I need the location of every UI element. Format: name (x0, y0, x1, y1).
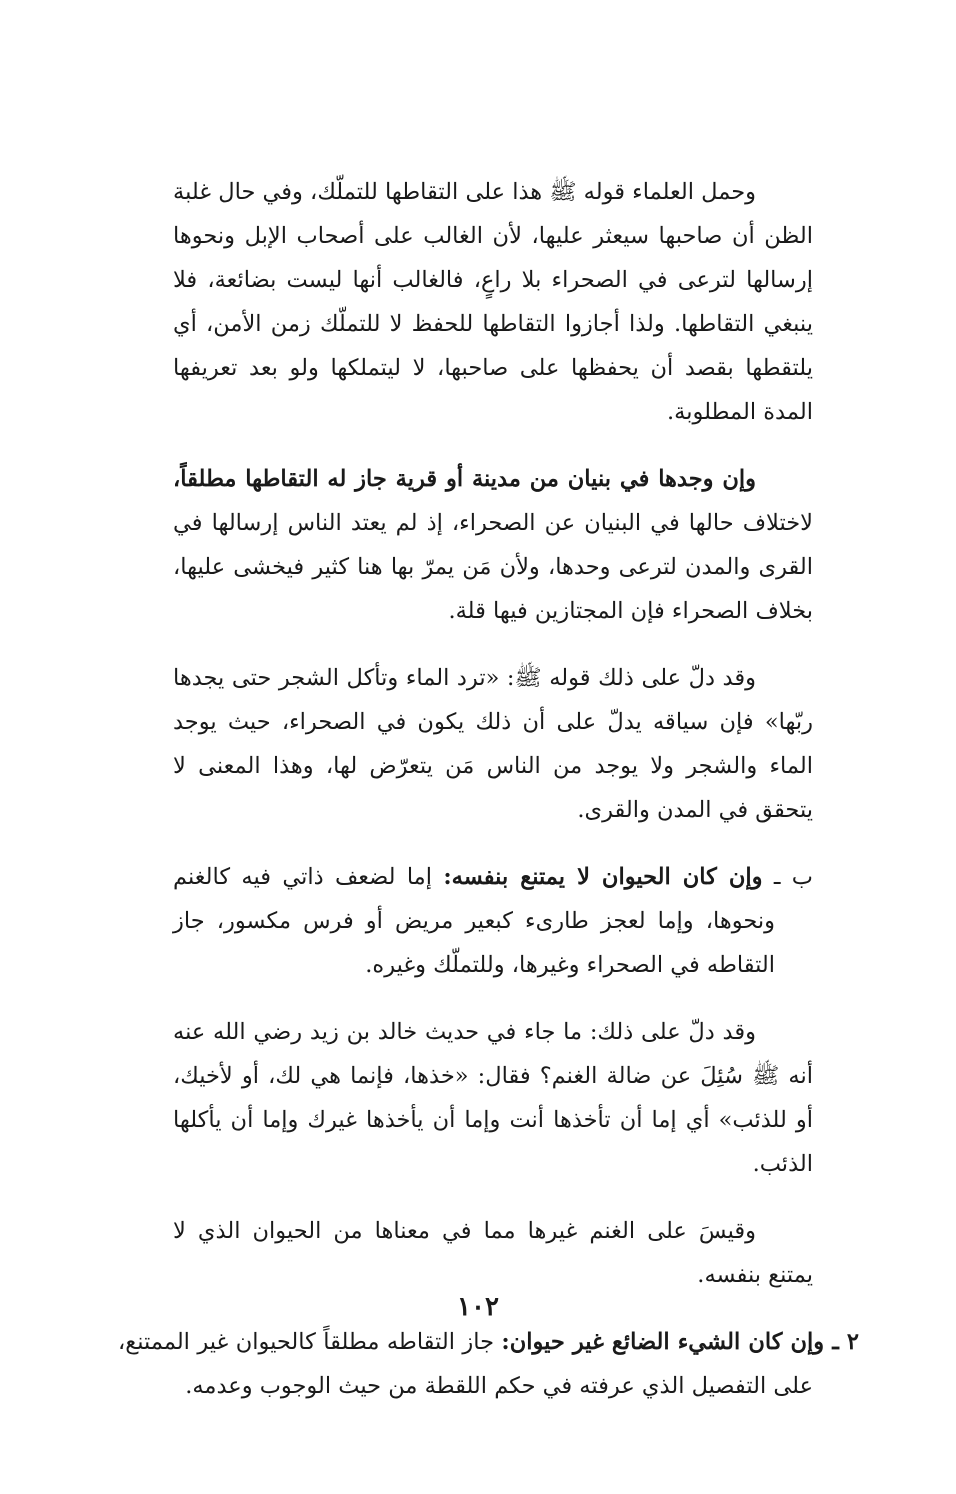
paragraph-4-prefix: ب ـ (762, 864, 813, 890)
paragraph-5 (118, 1010, 813, 1186)
paragraph-7 (118, 1320, 859, 1408)
paragraph-2-heading: وإن وجدها في بنيان من مدينة أو قرية جاز له التقاطها مطلقاً، (173, 466, 756, 492)
paragraph-1-text: وحمل العلماء قوله ﷺ هذا على التقاطها للتملّك، وفي حال غلبة الظن أن صاحبها سيعثر عليها، لأن الغالب على أصحاب الإبل ونحوها إرسالها لترعى في الصحراء بلا راعٍ، فالغالب أنها ليست بضائعة، فلا ينبغي التقاطها. ولذا أجازوا التقاطها للحفظ لا للتملّك زمن الأمن، أي يلتقطها بقصد أن يحفظها على صاحبها، لا ليتملكها ولو بعد تعريفها المدة المطلوبة. (173, 179, 813, 425)
paragraph-6 (118, 1209, 813, 1297)
paragraph-2-text: لاختلاف حالها في البنيان عن الصحراء، إذ لم يعتد الناس إرسالها في القرى والمدن لترعى وحدها، ولأن مَن يمرّ بها هنا كثير فيخشى عليها، بخلاف الصحراء فإن المجتازين فيها قلة. (173, 510, 813, 624)
paragraph-4 (118, 855, 813, 987)
paragraph-6-text: وقيسَ على الغنم غيرها مما في معناها من الحيوان الذي لا يمتنع بنفسه. (173, 1218, 813, 1288)
paragraph-3-text: وقد دلّ على ذلك قوله ﷺ: «ترد الماء وتأكل الشجر حتى يجدها ربّها» فإن سياقه يدلّ على أن ذلك يكون في الصحراء، حيث يوجد الماء والشجر ولا يوجد من الناس مَن يتعرّض لها، وهذا المعنى لا يتحقق في المدن والقرى. (173, 665, 813, 823)
page-number: ١٠٢ (457, 1292, 499, 1322)
paragraph-5-text: وقد دلّ على ذلك: ما جاء في حديث خالد بن زيد رضي الله عنه أنه ﷺ سُئِلَ عن ضالة الغنم؟ فقال: «خذها، فإنما هي لك، أو لأخيك، أو للذئب» أي إما أن تأخذها أنت وإما أن يأخذها غيرك وإما أن يأكلها الذئب. (173, 1019, 813, 1177)
paragraph-7-heading: وإن كان الشيء الضائع غير حيوان: (501, 1329, 825, 1355)
paragraph-2 (118, 457, 813, 633)
paragraph-4-heading: وإن كان الحيوان لا يمتنع بنفسه: (443, 864, 763, 890)
paragraph-3 (118, 656, 813, 832)
page-body (118, 170, 859, 1431)
paragraph-7-prefix: ٢ ـ (824, 1329, 859, 1355)
paragraph-1 (118, 170, 813, 434)
paragraph-4-text: إما لضعف ذاتي فيه كالغنم ونحوها، وإما لعجز طارىء كبعير مريض أو فرس مكسور، جاز التقاطه في الصحراء وغيرها، وللتملّك وغيره. (173, 864, 775, 978)
paragraph-7-text: جاز التقاطه مطلقاً كالحيوان غير الممتنع، على التفصيل الذي عرفته في حكم اللقطة من حيث الوجوب وعدمه. (118, 1329, 813, 1399)
